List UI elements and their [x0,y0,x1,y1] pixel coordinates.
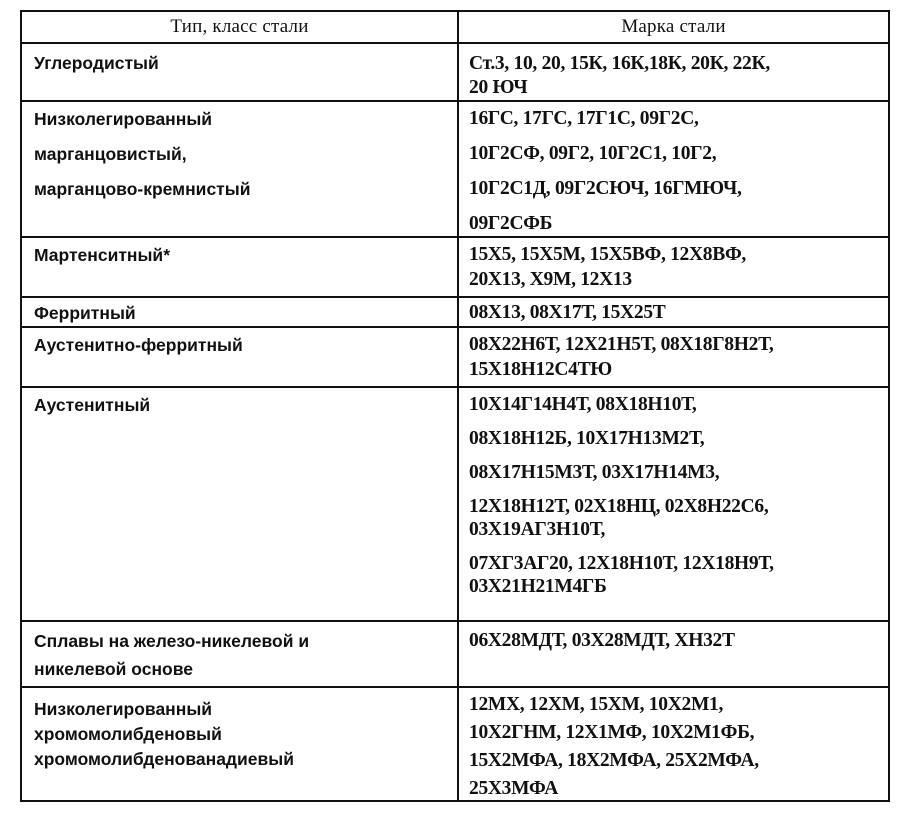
table-header-row [21,11,889,43]
steel-grade-text: 03Х19АГ3Н10Т, [469,519,606,540]
steel-type-text: марганцово-кремнистый [34,179,251,199]
steel-grade-text: 08Х18Н12Б, 10Х17Н13М2Т, [469,428,705,449]
steel-type-cell [21,327,458,387]
steel-type-cell [21,387,458,621]
table-row [21,297,889,327]
steel-grade-text: 09Г2СФБ [469,213,553,234]
steel-grade-cell [458,297,889,327]
steel-grade-text: 12Х18Н12Т, 02Х18НЦ, 02Х8Н22С6, [469,496,769,517]
steel-type-text: Мартенситный* [34,245,171,265]
table-row [21,43,889,101]
steel-grade-text: 03Х21Н21М4ГБ [469,576,607,597]
table-row [21,387,889,621]
steel-grade-text: 20Х13, Х9М, 12Х13 [469,269,632,290]
steel-grade-text: 10Г2СФ, 09Г2, 10Г2С1, 10Г2, [469,143,717,164]
steel-grade-text: 10Х14Г14Н4Т, 08Х18Н10Т, [469,394,697,415]
steel-grade-text: 08Х17Н15М3Т, 03Х17Н14М3, [469,462,720,483]
steel-grade-text: 10Х2ГНМ, 12Х1МФ, 10Х2М1ФБ, [469,722,755,743]
steel-grade-text: 07ХГ3АГ20, 12Х18Н10Т, 12Х18Н9Т, [469,553,774,574]
table-body [21,43,889,801]
steel-type-text: Аустенитный [34,395,151,415]
steel-grade-text: 06Х28МДТ, 03Х28МДТ, ХН32Т [469,630,735,651]
steel-grade-cell [458,43,889,101]
steel-type-text: Низколегированный [34,699,213,719]
steel-type-cell [21,621,458,687]
steel-grade-cell [458,621,889,687]
steel-type-text: Ферритный [34,303,136,323]
steel-grade-cell [458,687,889,801]
steel-grade-text: 20 ЮЧ [469,77,528,98]
steel-type-text: Аустенитно-ферритный [34,335,243,355]
steel-grade-text: 16ГС, 17ГС, 17Г1С, 09Г2С, [469,108,699,129]
steel-grade-text: 10Г2С1Д, 09Г2СЮЧ, 16ГМЮЧ, [469,178,742,199]
table-row [21,327,889,387]
table-row [21,621,889,687]
steel-type-text: никелевой основе [34,659,193,679]
header-grade: Марка стали [458,11,889,43]
header-type: Тип, класс стали [21,11,458,43]
steel-type-text: хромомолибденовый [34,724,222,744]
steel-type-text: Низколегированный [34,109,213,129]
steel-grade-cell [458,101,889,237]
steel-grade-cell [458,237,889,297]
steel-grade-text: 25Х3МФА [469,778,558,799]
steel-type-cell [21,687,458,801]
steel-grades-table [20,10,890,802]
steel-type-cell [21,101,458,237]
steel-grade-text: Ст.3, 10, 20, 15К, 16К,18К, 20К, 22К, [469,53,770,74]
table-row [21,101,889,237]
steel-type-cell [21,237,458,297]
steel-type-cell [21,43,458,101]
table-row [21,687,889,801]
steel-grade-text: 08Х22Н6Т, 12Х21Н5Т, 08Х18Г8Н2Т, [469,334,774,355]
steel-grade-cell [458,387,889,621]
steel-type-text: хромомолибденованадиевый [34,749,294,769]
steel-type-text: Углеродистый [34,53,159,73]
steel-grade-text: 12МХ, 12ХМ, 15ХМ, 10Х2М1, [469,694,724,715]
steel-grade-text: 15Х5, 15Х5М, 15Х5ВФ, 12Х8ВФ, [469,244,746,265]
steel-type-text: марганцовистый, [34,144,187,164]
table-row [21,237,889,297]
steel-type-cell [21,297,458,327]
steel-type-text: Сплавы на железо-никелевой и [34,631,310,651]
steel-grade-text: 15Х18Н12С4ТЮ [469,359,612,380]
steel-grade-text: 15Х2МФА, 18Х2МФА, 25Х2МФА, [469,750,759,771]
steel-grade-cell [458,327,889,387]
steel-grade-text: 08Х13, 08Х17Т, 15Х25Т [469,302,666,323]
